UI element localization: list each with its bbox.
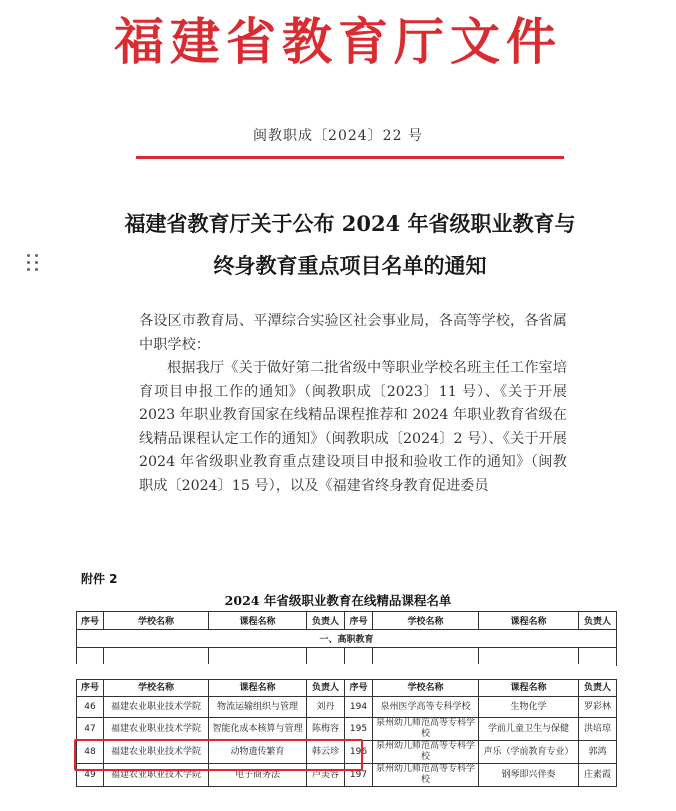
row-number: 196: [345, 741, 373, 764]
table-title: 2024 年省级职业教育在线精品课程名单: [224, 593, 452, 608]
highlight-box: [74, 739, 363, 771]
header-cell: 课程名称: [209, 680, 307, 697]
course-name: 物流运输组织与管理: [209, 697, 307, 718]
header-cell: 课程名称: [209, 612, 307, 630]
header-cell: 序号: [77, 612, 104, 630]
red-divider: [136, 156, 564, 159]
lead-person: 罗彩林: [579, 697, 617, 718]
course-name: 钢琴即兴伴奏: [479, 764, 579, 787]
lead-person: 刘丹: [307, 697, 345, 718]
header-cell: 学校名称: [104, 612, 209, 630]
row-number: 195: [345, 718, 373, 741]
course-name: 声乐（学前教育专业）: [479, 741, 579, 764]
header-cell: 学校名称: [104, 680, 209, 697]
course-table-header: [76, 611, 617, 666]
course-name: 学前儿童卫生与保健: [479, 718, 579, 741]
lead-person: 陈梅容: [307, 718, 345, 741]
school-name: 福建农业职业技术学院: [104, 718, 209, 741]
document-masthead: 福建省教育厅文件: [114, 12, 562, 71]
row-number: 197: [345, 764, 373, 787]
attachment-label: 附件 2: [81, 572, 118, 586]
header-cell: 负责人: [579, 680, 617, 697]
notice-title: [120, 203, 580, 287]
course-name: 动物遗传繁育: [209, 741, 307, 764]
header-cell: 学校名称: [373, 680, 479, 697]
document-number: 闽教职成〔2024〕22 号: [253, 128, 423, 144]
lead-person: 卢美容: [307, 764, 345, 787]
header-cell: 负责人: [307, 612, 345, 630]
row-number: 48: [77, 741, 104, 764]
course-name: 智能化成本核算与管理: [209, 718, 307, 741]
header-cell: 序号: [345, 680, 373, 697]
school-name: 泉州医学高等专科学校: [373, 697, 479, 718]
school-name: 福建农业职业技术学院: [104, 697, 209, 718]
body-paragraph: 根据我厅《关于做好第二批省级中等职业学校名班主任工作室培育项目申报工作的通知》（闽教职成〔2023〕11 号）、《关于开展 2023 年职业教育国家在线精品课程推荐和 2024 年职业教育省级在线精品课程认定工作的通知》（闽教职成〔2024〕2 号）、《关于开展 2024 年省级职业教育重点建设项目申报和验收工作的通知》（闽教职成〔2024〕15 号），以及《福建省终身教育促进委员: [139, 360, 567, 494]
header-cell: 负责人: [579, 612, 617, 630]
header-cell: 课程名称: [479, 612, 579, 630]
table-row: [77, 697, 617, 718]
school-name: 泉州幼儿师范高等专科学校: [373, 718, 479, 741]
header-cell: 课程名称: [479, 680, 579, 697]
row-number: 194: [345, 697, 373, 718]
notice-title-line-1: 福建省教育厅关于公布 2024 年省级职业教育与: [124, 211, 576, 236]
lead-person: 庄素霞: [579, 764, 617, 787]
school-name: 福建农业职业技术学院: [104, 741, 209, 764]
section-row: [77, 630, 617, 648]
table-header-row: [77, 680, 617, 697]
lead-person: 郭鸿: [579, 741, 617, 764]
notice-body: [139, 310, 567, 498]
notice-title-line-2: 终身教育重点项目名单的通知: [213, 253, 487, 278]
table-row: [77, 718, 617, 741]
table-header-row: [77, 612, 617, 630]
row-number: 49: [77, 764, 104, 787]
header-cell: 序号: [77, 680, 104, 697]
course-name: 生物化学: [479, 697, 579, 718]
page-gap: [76, 664, 616, 679]
school-name: 泉州幼儿师范高等专科学校: [373, 764, 479, 787]
lead-person: 韩云珍: [307, 741, 345, 764]
salutation: 各设区市教育局、平潭综合实验区社会事业局，各高等学校，各省属中职学校：: [139, 313, 567, 353]
drag-handle-icon[interactable]: [27, 254, 39, 272]
row-number: 47: [77, 718, 104, 741]
header-cell: 序号: [345, 612, 373, 630]
blank-row: [77, 648, 617, 666]
course-name: 电子商务法: [209, 764, 307, 787]
header-cell: 负责人: [307, 680, 345, 697]
school-name: 福建农业职业技术学院: [104, 764, 209, 787]
header-cell: 学校名称: [373, 612, 479, 630]
section-label: 一、高职教育: [77, 630, 617, 648]
school-name: 泉州幼儿师范高等专科学校: [373, 741, 479, 764]
row-number: 46: [77, 697, 104, 718]
lead-person: 洪培琼: [579, 718, 617, 741]
